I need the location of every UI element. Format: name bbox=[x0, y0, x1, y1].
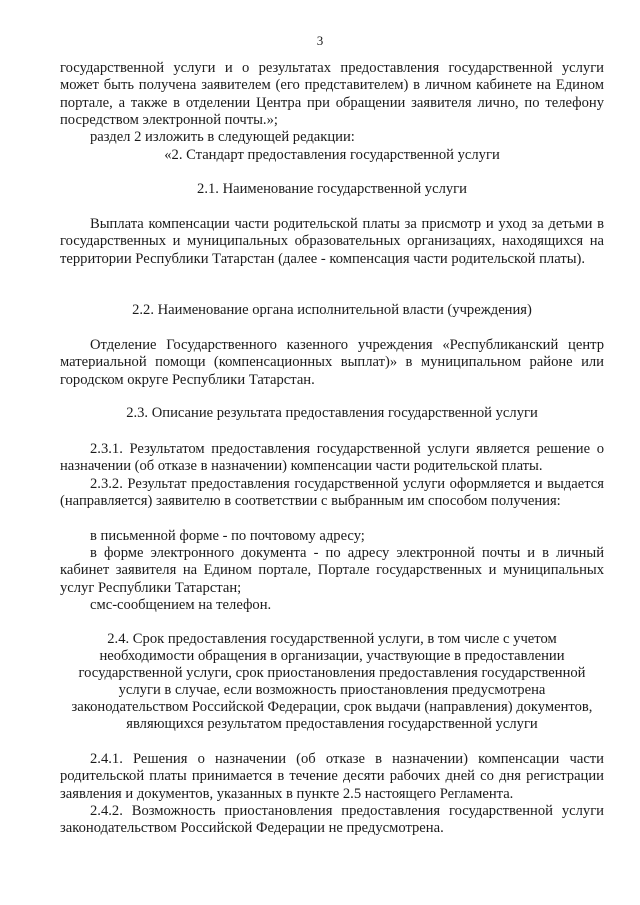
heading-2-3: 2.3. Описание результата предоставления государственной услуги bbox=[126, 405, 538, 421]
intro-continuation: государственной услуги и о результатах предоставления государственной услуги может быть получена заявителем (его представителем) в личном кабинете на Едином портале, а также в отделении Центра при обращении заявителя лично, по телефону посредством электронной почты.»; bbox=[60, 60, 604, 129]
paragraph-2-4-1: 2.4.1. Решения о назначении (об отказе в назначении) компенсации части родительской платы принимается в течение десяти рабочих дней со дня регистрации заявления и документов, указанных в пункте 2.5 настоящего Регламента. bbox=[60, 751, 604, 802]
paragraph-2-3-option-sms: смс-сообщением на телефон. bbox=[90, 597, 272, 613]
paragraph-2-3-option-mail: в письменной форме - по почтовому адресу; bbox=[90, 528, 365, 544]
heading-2-2: 2.2. Наименование органа исполнительной власти (учреждения) bbox=[132, 302, 532, 318]
heading-2-4-line-1: 2.4. Срок предоставления государственной услуги, в том числе с учетом bbox=[107, 631, 557, 647]
intro-instruction: раздел 2 изложить в следующей редакции: bbox=[90, 129, 355, 145]
paragraph-2-3-option-electronic: в форме электронного документа - по адресу электронной почты и в личный кабинет заявителя на Едином портале, Портале государственных и муниципальных услуг Республики Татарстан; bbox=[60, 545, 604, 596]
heading-2-4-line-6: являющихся результатом предоставления государственной услуги bbox=[126, 716, 538, 732]
paragraph-2-2: Отделение Государственного казенного учреждения «Республиканский центр материальной помощи (компенсационных выплат)» в муниципальном районе или городском округе Республики Татарстан. bbox=[60, 337, 604, 388]
heading-2-4-line-5: законодательством Российской Федерации, срок выдачи (направления) документов, bbox=[71, 699, 593, 715]
heading-2-4-line-2: необходимости обращения в организации, участвующие в предоставлении bbox=[99, 648, 565, 664]
page-number: 3 bbox=[316, 33, 324, 48]
paragraph-2-1: Выплата компенсации части родительской платы за присмотр и уход за детьми в государственных и муниципальных образовательных организациях, находящихся на территории Республики Татарстан (далее - компенсация части родительской платы). bbox=[60, 216, 604, 267]
heading-2-1: 2.1. Наименование государственной услуги bbox=[197, 181, 467, 197]
section-title: «2. Стандарт предоставления государственной услуги bbox=[164, 147, 500, 163]
paragraph-2-3-2: 2.3.2. Результат предоставления государственной услуги оформляется и выдается (направляется) заявителю в соответствии с выбранным им способом получения: bbox=[60, 476, 604, 510]
paragraph-2-3-1: 2.3.1. Результатом предоставления государственной услуги является решение о назначении (об отказе в назначении) компенсации части родительской платы. bbox=[60, 441, 604, 475]
paragraph-2-4-2: 2.4.2. Возможность приостановления предоставления государственной услуги законодательством Российской Федерации не предусмотрена. bbox=[60, 803, 604, 837]
heading-2-4-line-4: услуги в случае, если возможность приостановления предусмотрена bbox=[118, 682, 546, 698]
heading-2-4-line-3: государственной услуги, срок приостановления предоставления государственной bbox=[78, 665, 586, 681]
